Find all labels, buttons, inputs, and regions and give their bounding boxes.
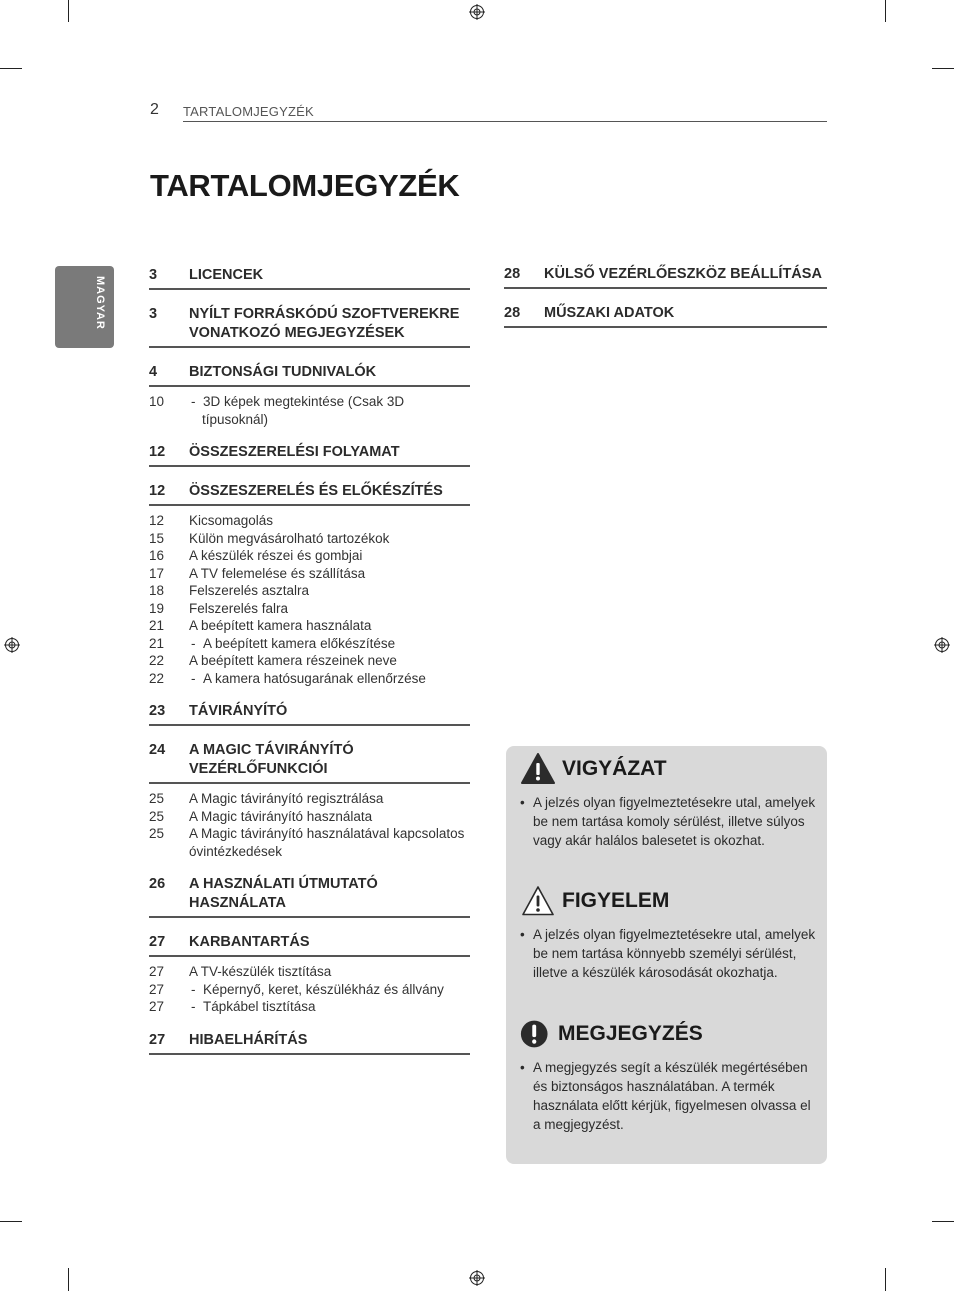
notes-panel (506, 746, 827, 1164)
toc-heading[interactable] (504, 304, 827, 328)
info-note (520, 1016, 816, 1134)
toc-sub-entry[interactable] (149, 600, 470, 618)
running-title: TARTALOMJEGYZÉK (183, 104, 314, 119)
toc-heading-title: LICENCEK (189, 267, 264, 283)
toc-section (149, 1031, 470, 1055)
toc-section (149, 305, 470, 348)
toc-heading-title: KÜLSŐ VEZÉRLŐESZKÖZ BEÁLLÍTÁSA (544, 266, 822, 282)
toc-heading-title: A MAGIC TÁVIRÁNYÍTÓ VEZÉRLŐFUNKCIÓI (189, 742, 354, 777)
toc-sub-page-number: 12 (149, 513, 165, 528)
toc-sub-title: A Magic távirányító használata (189, 808, 373, 824)
warning-triangle-icon (520, 752, 556, 786)
toc-sub-title: A TV felemelése és szállítása (189, 565, 366, 581)
toc-sub-entry[interactable] (149, 565, 470, 583)
toc-sub-page-number: 25 (149, 808, 165, 824)
warning-heading (520, 883, 816, 919)
toc-sub-title: - 3D képek megtekintése (Csak 3D típusoknál) (189, 393, 470, 428)
toc-sub-title: Külön megvásárolható tartozékok (189, 530, 390, 546)
toc-sub-entry[interactable] (149, 582, 470, 600)
toc-page-number: 24 (149, 742, 166, 758)
toc-section (149, 482, 470, 687)
toc-page-number: 12 (149, 483, 166, 499)
toc-sub-page-number: 22 (149, 670, 165, 686)
toc-sub-page-number: 15 (149, 530, 165, 546)
crop-mark (0, 1221, 22, 1222)
crop-mark (68, 0, 69, 22)
toc-heading-title: BIZTONSÁGI TUDNIVALÓK (189, 364, 377, 380)
toc-heading-title: TÁVIRÁNYÍTÓ (189, 703, 288, 719)
crop-mark (932, 1221, 954, 1222)
toc-sub-page-number: 25 (149, 791, 165, 806)
toc-heading-title: HIBAELHÁRÍTÁS (189, 1031, 308, 1048)
toc-section (149, 443, 470, 467)
toc-sub-page-number: 19 (149, 600, 165, 616)
toc-sub-entry[interactable] (149, 617, 470, 635)
toc-sub-list (149, 963, 470, 1016)
toc-sub-page-number: 16 (149, 548, 165, 563)
toc-page-number: 26 (149, 876, 166, 892)
warning-title: FIGYELEM (562, 889, 670, 912)
toc-sub-page-number: 25 (149, 826, 165, 841)
toc-sub-page-number: 17 (149, 565, 165, 581)
toc-sub-title: Kicsomagolás (189, 513, 274, 528)
toc-left-column (149, 266, 470, 1070)
warning-text: • A jelzés olyan figyelmeztetésekre utal, amelyek be nem tartása könnyebb személyi sérülést, illetve a készülék károsodását okozhatja. (520, 925, 816, 982)
toc-page-number: 27 (149, 1031, 166, 1048)
toc-section (149, 875, 470, 918)
toc-sub-title: - Tápkábel tisztítása (189, 998, 470, 1016)
toc-sub-entry[interactable] (149, 393, 470, 428)
toc-right-column (504, 265, 827, 343)
toc-page-number: 3 (149, 306, 158, 322)
page-title: TARTALOMJEGYZÉK (150, 168, 460, 203)
toc-page-number: 3 (149, 267, 158, 283)
toc-sub-title: A TV-készülék tisztítása (189, 964, 332, 979)
warning-outline-icon (520, 884, 556, 918)
note-text: • A megjegyzés segít a készülék megértésében és biztonságos használatában. A termék használata előtt kérjük, figyelmesen olvassa el a megjegyzést. (520, 1058, 816, 1134)
toc-section (504, 265, 827, 289)
toc-sub-entry[interactable] (149, 635, 470, 653)
toc-heading[interactable] (504, 265, 827, 289)
toc-sub-list (149, 512, 470, 687)
toc-heading-title: A HASZNÁLATI ÚTMUTATÓ HASZNÁLATA (189, 876, 378, 911)
toc-section (149, 702, 470, 726)
crop-mark (885, 0, 886, 22)
toc-sub-list (149, 393, 470, 428)
header-rule (183, 121, 827, 122)
caution-heading (520, 751, 816, 787)
toc-page-number: 4 (149, 364, 158, 380)
toc-heading[interactable] (149, 875, 470, 918)
toc-sub-title: Felszerelés asztalra (189, 583, 310, 598)
toc-heading[interactable] (149, 266, 470, 290)
toc-heading-title: KARBANTARTÁS (189, 934, 310, 950)
toc-sub-page-number: 10 (149, 394, 165, 409)
toc-sub-page-number: 21 (149, 618, 165, 633)
toc-section (504, 304, 827, 328)
toc-sub-page-number: 27 (149, 981, 165, 997)
note-heading (520, 1016, 816, 1052)
toc-heading[interactable] (149, 443, 470, 467)
toc-heading[interactable] (149, 741, 470, 784)
toc-sub-entry[interactable] (149, 808, 470, 826)
toc-sub-entry[interactable] (149, 981, 470, 999)
toc-sub-title: A készülék részei és gombjai (189, 548, 363, 563)
toc-sub-page-number: 27 (149, 964, 165, 979)
toc-page-number: 28 (504, 305, 521, 321)
toc-sub-entry[interactable] (149, 512, 470, 530)
registration-mark-icon (4, 637, 20, 653)
toc-sub-title: - Képernyő, keret, készülékház és állvány (189, 981, 470, 999)
toc-sub-title: A Magic távirányító használatával kapcsolatos óvintézkedések (189, 826, 465, 859)
toc-heading[interactable] (149, 1031, 470, 1055)
toc-sub-entry[interactable] (149, 530, 470, 548)
toc-sub-page-number: 18 (149, 583, 165, 598)
toc-sub-title: - A beépített kamera előkészítése (189, 635, 470, 653)
toc-section (149, 266, 470, 290)
toc-heading-title: MŰSZAKI ADATOK (544, 305, 675, 321)
toc-section (149, 741, 470, 860)
toc-page-number: 23 (149, 703, 166, 719)
toc-heading[interactable] (149, 933, 470, 957)
page-number: 2 (150, 101, 159, 118)
toc-page-number: 12 (149, 444, 166, 460)
exclamation-circle-icon (520, 1017, 552, 1051)
toc-heading-title: ÖSSZESZERELÉS ÉS ELŐKÉSZÍTÉS (189, 483, 443, 499)
crop-mark (68, 1268, 69, 1291)
toc-heading-title: NYÍLT FORRÁSKÓDÚ SZOFTVEREKRE VONATKOZÓ MEGJEGYZÉSEK (189, 306, 460, 341)
toc-heading[interactable] (149, 702, 470, 726)
toc-sub-title: - A kamera hatósugarának ellenőrzése (189, 670, 470, 688)
registration-mark-icon (934, 637, 950, 653)
toc-section (149, 363, 470, 428)
toc-sub-entry[interactable] (149, 790, 470, 808)
registration-mark-icon (469, 4, 485, 20)
warning-note (520, 883, 816, 982)
caution-title: VIGYÁZAT (562, 757, 667, 780)
note-title: MEGJEGYZÉS (558, 1022, 703, 1045)
toc-sub-entry[interactable] (149, 825, 470, 860)
toc-sub-entry[interactable] (149, 963, 470, 981)
toc-sub-list (149, 790, 470, 860)
toc-heading-title: ÖSSZESZERELÉSI FOLYAMAT (189, 444, 400, 460)
toc-sub-entry[interactable] (149, 652, 470, 670)
toc-page-number: 28 (504, 266, 521, 282)
language-tab-label: MAGYAR (94, 276, 106, 330)
toc-sub-title: A Magic távirányító regisztrálása (189, 791, 384, 806)
toc-sub-page-number: 22 (149, 653, 165, 668)
caution-note (520, 751, 816, 850)
toc-sub-entry[interactable] (149, 547, 470, 565)
toc-sub-title: Felszerelés falra (189, 600, 289, 616)
registration-mark-icon (469, 1270, 485, 1286)
caution-text: • A jelzés olyan figyelmeztetésekre utal, amelyek be nem tartása komoly sérülést, illetve súlyos vagy akár halálos balesetet is okozhat. (520, 793, 816, 850)
toc-sub-entry[interactable] (149, 998, 470, 1016)
toc-page-number: 27 (149, 934, 166, 950)
crop-mark (885, 1268, 886, 1291)
toc-section (149, 933, 470, 1016)
toc-sub-page-number: 27 (149, 999, 165, 1014)
toc-sub-title: A beépített kamera részeinek neve (189, 653, 397, 668)
toc-heading[interactable] (149, 363, 470, 387)
crop-mark (932, 68, 954, 69)
toc-sub-page-number: 21 (149, 635, 165, 651)
toc-sub-title: A beépített kamera használata (189, 618, 372, 633)
crop-mark (0, 68, 22, 69)
toc-heading[interactable] (149, 305, 470, 348)
toc-sub-entry[interactable] (149, 670, 470, 688)
toc-heading[interactable] (149, 482, 470, 506)
